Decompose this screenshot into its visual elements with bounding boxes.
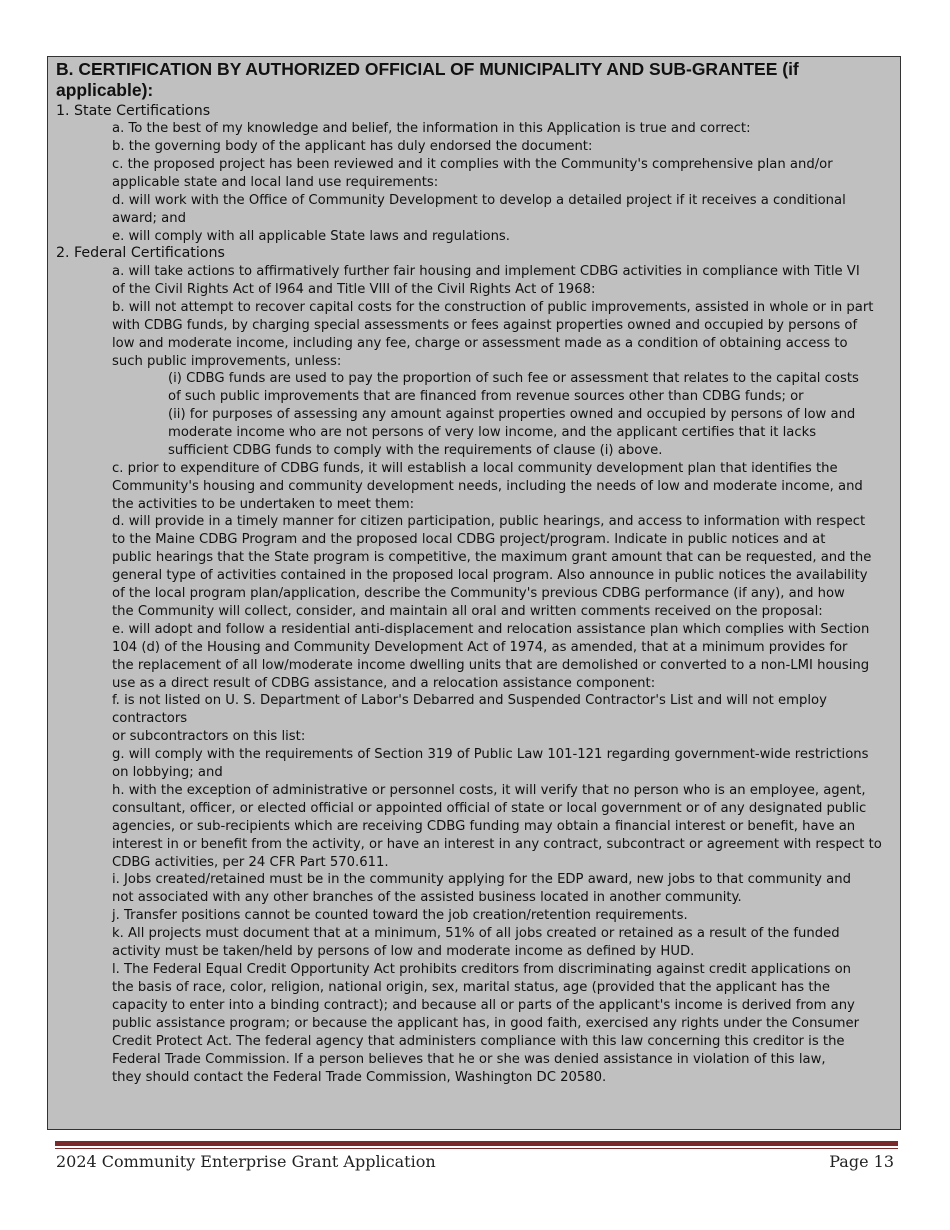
federal-item-b-clause-i-cont: of such public improvements that are financed from revenue sources other than CDBG funds; or bbox=[168, 389, 804, 404]
federal-item-e: e. will adopt and follow a residential anti-displacement and relocation assistance plan which complies with Section bbox=[112, 622, 870, 637]
federal-item-b-clause-i: (i) CDBG funds are used to pay the proportion of such fee or assessment that relates to the capital costs bbox=[168, 371, 859, 386]
state-item-c: c. the proposed project has been reviewed and it complies with the Community's comprehensive plan and/or bbox=[112, 157, 833, 172]
federal-item-l-cont: the basis of race, color, religion, national origin, sex, marital status, age (provided that the applicant has the bbox=[112, 980, 830, 995]
footer-title: 2024 Community Enterprise Grant Application bbox=[56, 1152, 436, 1171]
federal-item-f-cont: or subcontractors on this list: bbox=[112, 729, 306, 744]
state-item-b: b. the governing body of the applicant has duly endorsed the document: bbox=[112, 139, 593, 154]
federal-item-b-cont: low and moderate income, including any fee, charge or assessment made as a condition of obtaining access to bbox=[112, 336, 848, 351]
federal-item-l-cont: they should contact the Federal Trade Commission, Washington DC 20580. bbox=[112, 1070, 607, 1085]
federal-item-e-cont: 104 (d) of the Housing and Community Development Act of 1974, as amended, that at a minimum provides for bbox=[112, 640, 848, 655]
federal-item-g: g. will comply with the requirements of Section 319 of Public Law 101-121 regarding government-wide restrictions bbox=[112, 747, 869, 762]
federal-item-b-clause-ii-cont: sufficient CDBG funds to comply with the requirements of clause (i) above. bbox=[168, 443, 663, 458]
state-item-a: a. To the best of my knowledge and belief, the information in this Application is true and correct: bbox=[112, 121, 751, 136]
federal-item-g-cont: on lobbying; and bbox=[112, 765, 223, 780]
state-item-e: e. will comply with all applicable State laws and regulations. bbox=[112, 229, 510, 244]
federal-item-b-cont: such public improvements, unless: bbox=[112, 354, 342, 369]
federal-item-l-cont: public assistance program; or because the applicant has, in good faith, exercised any rights under the Consumer bbox=[112, 1016, 860, 1031]
section-heading-line-2: applicable): bbox=[56, 80, 154, 100]
state-item-d: d. will work with the Office of Community Development to develop a detailed project if it receives a conditional bbox=[112, 193, 846, 208]
federal-item-a: a. will take actions to affirmatively further fair housing and implement CDBG activities in compliance with Title VI bbox=[112, 264, 860, 279]
federal-item-e-cont: the replacement of all low/moderate income dwelling units that are demolished or converted to a non-LMI housing bbox=[112, 658, 870, 673]
federal-item-a-cont: of the Civil Rights Act of l964 and Title VIII of the Civil Rights Act of 1968: bbox=[112, 282, 596, 297]
certification-section bbox=[47, 56, 901, 1130]
federal-item-k-cont: activity must be taken/held by persons of low and moderate income as defined by HUD. bbox=[112, 944, 695, 959]
section-heading-line-1: B. CERTIFICATION BY AUTHORIZED OFFICIAL OF MUNICIPALITY AND SUB-GRANTEE (if bbox=[56, 59, 799, 79]
federal-item-b-cont: with CDBG funds, by charging special assessments or fees against properties owned and occupied by persons of bbox=[112, 318, 858, 333]
federal-item-d-cont: to the Maine CDBG Program and the proposed local CDBG project/program. Indicate in public notices and at bbox=[112, 532, 826, 547]
federal-item-d: d. will provide in a timely manner for citizen participation, public hearings, and access to information with respect bbox=[112, 514, 866, 529]
federal-item-b-clause-ii-cont: moderate income who are not persons of very low income, and the applicant certifies that it lacks bbox=[168, 425, 817, 440]
federal-item-h-cont: CDBG activities, per 24 CFR Part 570.611. bbox=[112, 855, 389, 870]
section-heading bbox=[56, 59, 896, 101]
federal-item-i: i. Jobs created/retained must be in the community applying for the EDP award, new jobs to that community and bbox=[112, 872, 851, 887]
federal-item-l-cont: capacity to enter into a binding contract); and because all or parts of the applicant's income is derived from any bbox=[112, 998, 855, 1013]
federal-item-e-cont: use as a direct result of CDBG assistance, and a relocation assistance component: bbox=[112, 676, 656, 691]
footer-divider-thin bbox=[55, 1148, 898, 1149]
federal-item-d-cont: general type of activities contained in the proposed local program. Also announce in public notices the availability bbox=[112, 568, 868, 583]
federal-item-l-cont: Credit Protect Act. The federal agency that administers compliance with this law concerning this creditor is the bbox=[112, 1034, 845, 1049]
federal-item-f-cont: contractors bbox=[112, 711, 188, 726]
federal-item-d-cont: public hearings that the State program is competitive, the maximum grant amount that can be requested, and the bbox=[112, 550, 872, 565]
footer-divider bbox=[55, 1141, 898, 1146]
federal-item-b-clause-ii: (ii) for purposes of assessing any amount against properties owned and occupied by persons of low and bbox=[168, 407, 856, 422]
federal-item-l-cont: Federal Trade Commission. If a person believes that he or she was denied assistance in violation of this law, bbox=[112, 1052, 826, 1067]
federal-item-c-cont: the activities to be undertaken to meet them: bbox=[112, 497, 415, 512]
page-number: Page 13 bbox=[829, 1152, 894, 1171]
state-certifications-title: 1. State Certifications bbox=[56, 103, 211, 119]
federal-item-i-cont: not associated with any other branches of the assisted business located in another community. bbox=[112, 890, 742, 905]
federal-certifications-title: 2. Federal Certifications bbox=[56, 245, 225, 261]
state-item-c-cont: applicable state and local land use requirements: bbox=[112, 175, 439, 190]
federal-item-h-cont: agencies, or sub-recipients which are receiving CDBG funding may obtain a financial interest or benefit, have an bbox=[112, 819, 856, 834]
federal-item-h-cont: interest in or benefit from the activity, or have an interest in any contract, subcontract or agreement with respect to bbox=[112, 837, 882, 852]
federal-item-b: b. will not attempt to recover capital costs for the construction of public improvements, assisted in whole or in part bbox=[112, 300, 874, 315]
state-item-d-cont: award; and bbox=[112, 211, 186, 226]
federal-item-l: l. The Federal Equal Credit Opportunity Act prohibits creditors from discriminating against credit applications on bbox=[112, 962, 852, 977]
federal-item-h-cont: consultant, officer, or elected official or appointed official of state or local government or of any designated public bbox=[112, 801, 867, 816]
federal-item-h: h. with the exception of administrative or personnel costs, it will verify that no person who is an employee, agent, bbox=[112, 783, 866, 798]
federal-item-d-cont: the Community will collect, consider, and maintain all oral and written comments received on the proposal: bbox=[112, 604, 823, 619]
federal-item-c: c. prior to expenditure of CDBG funds, it will establish a local community development plan that identifies the bbox=[112, 461, 838, 476]
federal-item-c-cont: Community's housing and community development needs, including the needs of low and moderate income, and bbox=[112, 479, 863, 494]
federal-item-k: k. All projects must document that at a minimum, 51% of all jobs created or retained as a result of the funded bbox=[112, 926, 840, 941]
federal-item-d-cont: of the local program plan/application, describe the Community's previous CDBG performance (if any), and how bbox=[112, 586, 845, 601]
federal-item-j: j. Transfer positions cannot be counted toward the job creation/retention requirements. bbox=[112, 908, 688, 923]
federal-item-f: f. is not listed on U. S. Department of Labor's Debarred and Suspended Contractor's List and will not employ bbox=[112, 693, 827, 708]
